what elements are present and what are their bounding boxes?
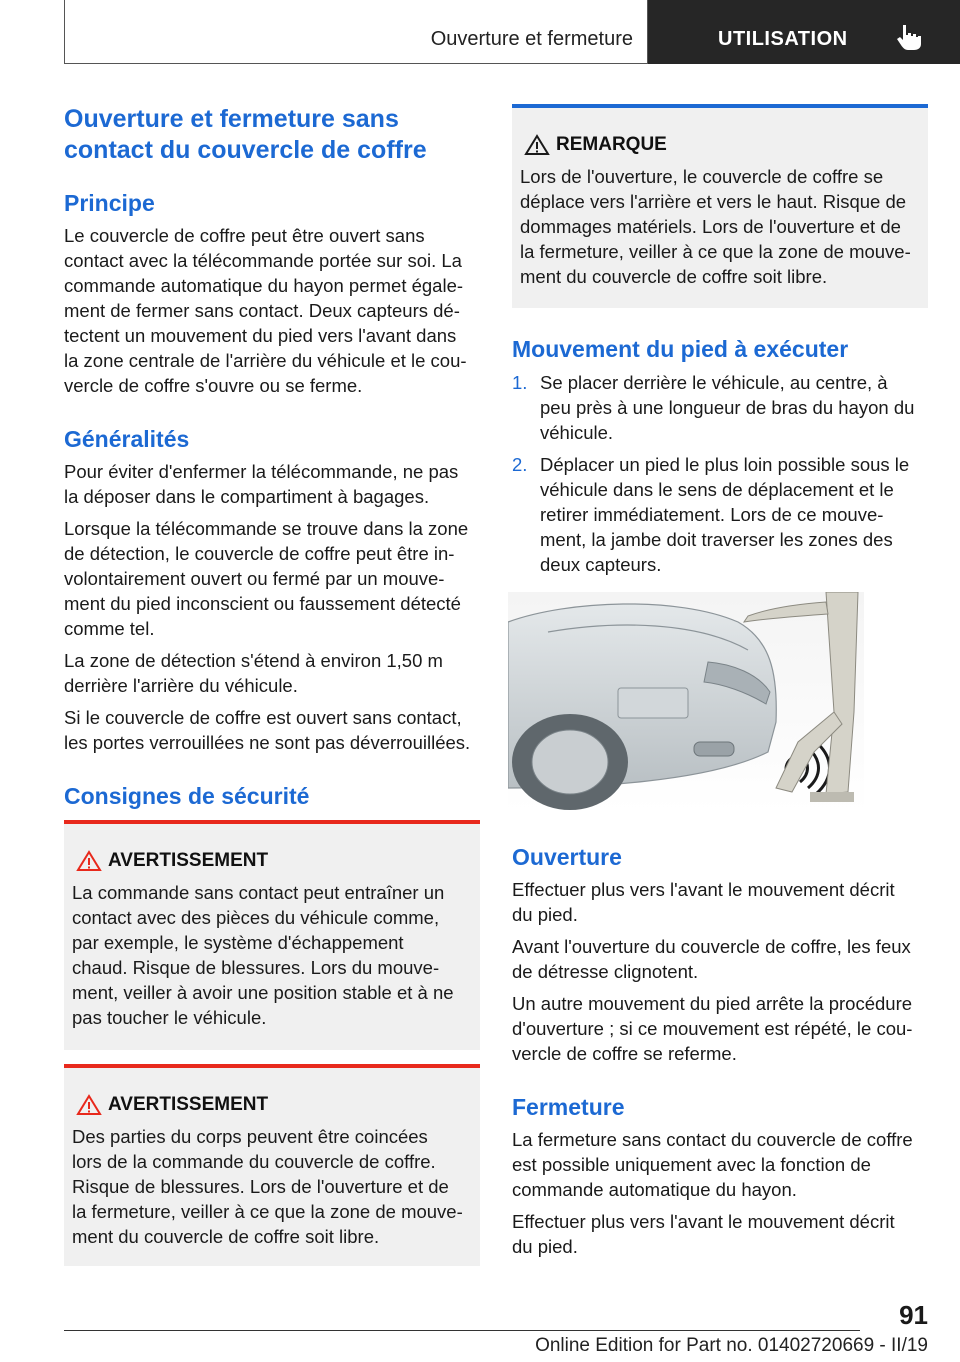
warning-line: La commande sans contact peut entraîner un <box>72 882 445 903</box>
warning-line: pas toucher le véhicule. <box>72 1007 267 1028</box>
warning-triangle-icon <box>76 850 102 872</box>
step-line: véhicule dans le sens de déplacement et le <box>540 479 894 500</box>
fermeture-heading: Fermeture <box>512 1094 625 1120</box>
footer-edition: Online Edition for Part no. 01402720669 - II/19 <box>535 1335 928 1356</box>
fermeture-line: La fermeture sans contact du couvercle de coffre <box>512 1129 913 1150</box>
warning-box-1 <box>64 820 480 1050</box>
principe-line: la zone centrale de l'arrière du véhicule et le cou‐ <box>64 350 467 371</box>
step-item <box>512 370 932 445</box>
fermeture-line: du pied. <box>512 1236 578 1257</box>
generalites-line: de détection, le couvercle de coffre peut être in‐ <box>64 543 455 564</box>
ouverture-line: vercle de coffre se referme. <box>512 1043 737 1064</box>
principe-line: Le couvercle de coffre peut être ouvert sans <box>64 225 425 246</box>
header-section-box <box>64 0 648 64</box>
generalites-line: la déposer dans le compartiment à bagages. <box>64 486 430 507</box>
warning-text <box>72 880 472 1030</box>
footer-divider <box>64 1330 860 1331</box>
generalites-line: Lorsque la télécommande se trouve dans la zone <box>64 518 469 539</box>
note-line: ment du couvercle de coffre soit libre. <box>520 266 828 287</box>
step-number: 2. <box>512 454 528 475</box>
generalites-line: Si le couvercle de coffre est ouvert sans contact, <box>64 707 462 728</box>
generalites-line: ment du pied inconscient ou faussement détecté <box>64 593 461 614</box>
principe-line: vercle de coffre s'ouvre ou se ferme. <box>64 375 363 396</box>
generalites-line: derrière l'arrière du véhicule. <box>64 675 298 696</box>
ouverture-line: du pied. <box>512 904 578 925</box>
mouvement-heading: Mouvement du pied à exécuter <box>512 336 849 362</box>
warning-line: ment, veiller à avoir une position stable et à ne <box>72 982 454 1003</box>
warning-line: Des parties du corps peuvent être coincées <box>72 1126 428 1147</box>
ouverture-line: Avant l'ouverture du couvercle de coffre, les feux <box>512 936 911 957</box>
principe-heading: Principe <box>64 190 155 216</box>
note-text <box>520 164 920 289</box>
warning-triangle-icon <box>76 1094 102 1116</box>
principe-line: commande automatique du hayon permet égale‐ <box>64 275 464 296</box>
generalites-body <box>64 459 484 755</box>
warning-triangle-icon <box>524 134 550 156</box>
principe-line: contact avec la télécommande portée sur soi. La <box>64 250 462 271</box>
warning-line: la fermeture, veiller à ce que la zone de mouve‐ <box>72 1201 463 1222</box>
ouverture-line: Un autre mouvement du pied arrête la procédure <box>512 993 913 1014</box>
step-line: Déplacer un pied le plus loin possible sous le <box>540 454 910 475</box>
step-line: retirer immédiatement. Lors de ce mouve‐ <box>540 504 884 525</box>
foot-gesture-illustration <box>508 592 864 812</box>
generalites-line: volontairement ouvert ou fermé par un mouve‐ <box>64 568 445 589</box>
steps-list <box>512 370 932 577</box>
note-box <box>512 104 928 308</box>
warning-text <box>72 1124 472 1249</box>
pointing-hand-icon <box>894 22 924 52</box>
note-line: la fermeture, veiller à ce que la zone de mouve‐ <box>520 241 911 262</box>
ouverture-line: d'ouverture ; si ce mouvement est répété, le cou‐ <box>512 1018 913 1039</box>
generalites-line: comme tel. <box>64 618 155 639</box>
step-line: véhicule. <box>540 422 614 443</box>
warning-box-2 <box>64 1064 480 1266</box>
principe-paragraph <box>64 223 484 398</box>
warning-line: ment du couvercle de coffre soit libre. <box>72 1226 380 1247</box>
fermeture-line: Effectuer plus vers l'avant le mouvement décrit <box>512 1211 895 1232</box>
ouverture-heading: Ouverture <box>512 844 622 870</box>
ouverture-line: Effectuer plus vers l'avant le mouvement décrit <box>512 879 895 900</box>
page-title-line2: contact du couvercle de coffre <box>64 136 427 164</box>
warning-line: contact avec des pièces du véhicule comme, <box>72 907 440 928</box>
warning-line: par exemple, le système d'échappement <box>72 932 404 953</box>
page-number: 91 <box>899 1300 928 1330</box>
header-section-title: Ouverture et fermeture <box>430 28 633 50</box>
principe-line: tectent un mouvement du pied vers l'avant dans <box>64 325 457 346</box>
step-line: ment, la jambe doit traverser les zones des <box>540 529 893 550</box>
note-title: REMARQUE <box>556 134 667 155</box>
generalites-heading: Généralités <box>64 426 190 452</box>
step-item <box>512 452 932 577</box>
ouverture-line: de détresse clignotent. <box>512 961 699 982</box>
generalites-line: La zone de détection s'étend à environ 1,50 m <box>64 650 443 671</box>
note-line: déplace vers l'arrière et vers le haut. Risque de <box>520 191 907 212</box>
ouverture-body <box>512 877 932 1066</box>
warning-line: chaud. Risque de blessures. Lors du mouve‐ <box>72 957 440 978</box>
step-line: Se placer derrière le véhicule, au centre, à <box>540 372 888 393</box>
principe-line: ment de fermer sans contact. Deux capteurs dé‐ <box>64 300 460 321</box>
securite-heading: Consignes de sécurité <box>64 783 310 809</box>
step-number: 1. <box>512 372 528 393</box>
header-chapter-label: UTILISATION <box>718 28 848 50</box>
fermeture-line: commande automatique du hayon. <box>512 1179 797 1200</box>
warning-line: lors de la commande du couvercle de coffre. <box>72 1151 436 1172</box>
generalites-line: les portes verrouillées ne sont pas déverrouillées. <box>64 732 471 753</box>
warning-title: AVERTISSEMENT <box>108 1094 269 1115</box>
fermeture-body <box>512 1127 932 1259</box>
note-line: Lors de l'ouverture, le couvercle de coffre se <box>520 166 884 187</box>
note-line: dommages matériels. Lors de l'ouverture et de <box>520 216 901 237</box>
step-line: deux capteurs. <box>540 554 662 575</box>
generalites-line: Pour éviter d'enfermer la télécommande, ne pas <box>64 461 459 482</box>
header-chapter-tab <box>648 0 960 64</box>
warning-title: AVERTISSEMENT <box>108 850 269 871</box>
page-title-line1: Ouverture et fermeture sans <box>64 105 399 133</box>
page-title <box>64 104 479 166</box>
step-line: peu près à une longueur de bras du hayon du <box>540 397 915 418</box>
warning-line: Risque de blessures. Lors de l'ouverture et de <box>72 1176 449 1197</box>
fermeture-line: est possible uniquement avec la fonction de <box>512 1154 871 1175</box>
